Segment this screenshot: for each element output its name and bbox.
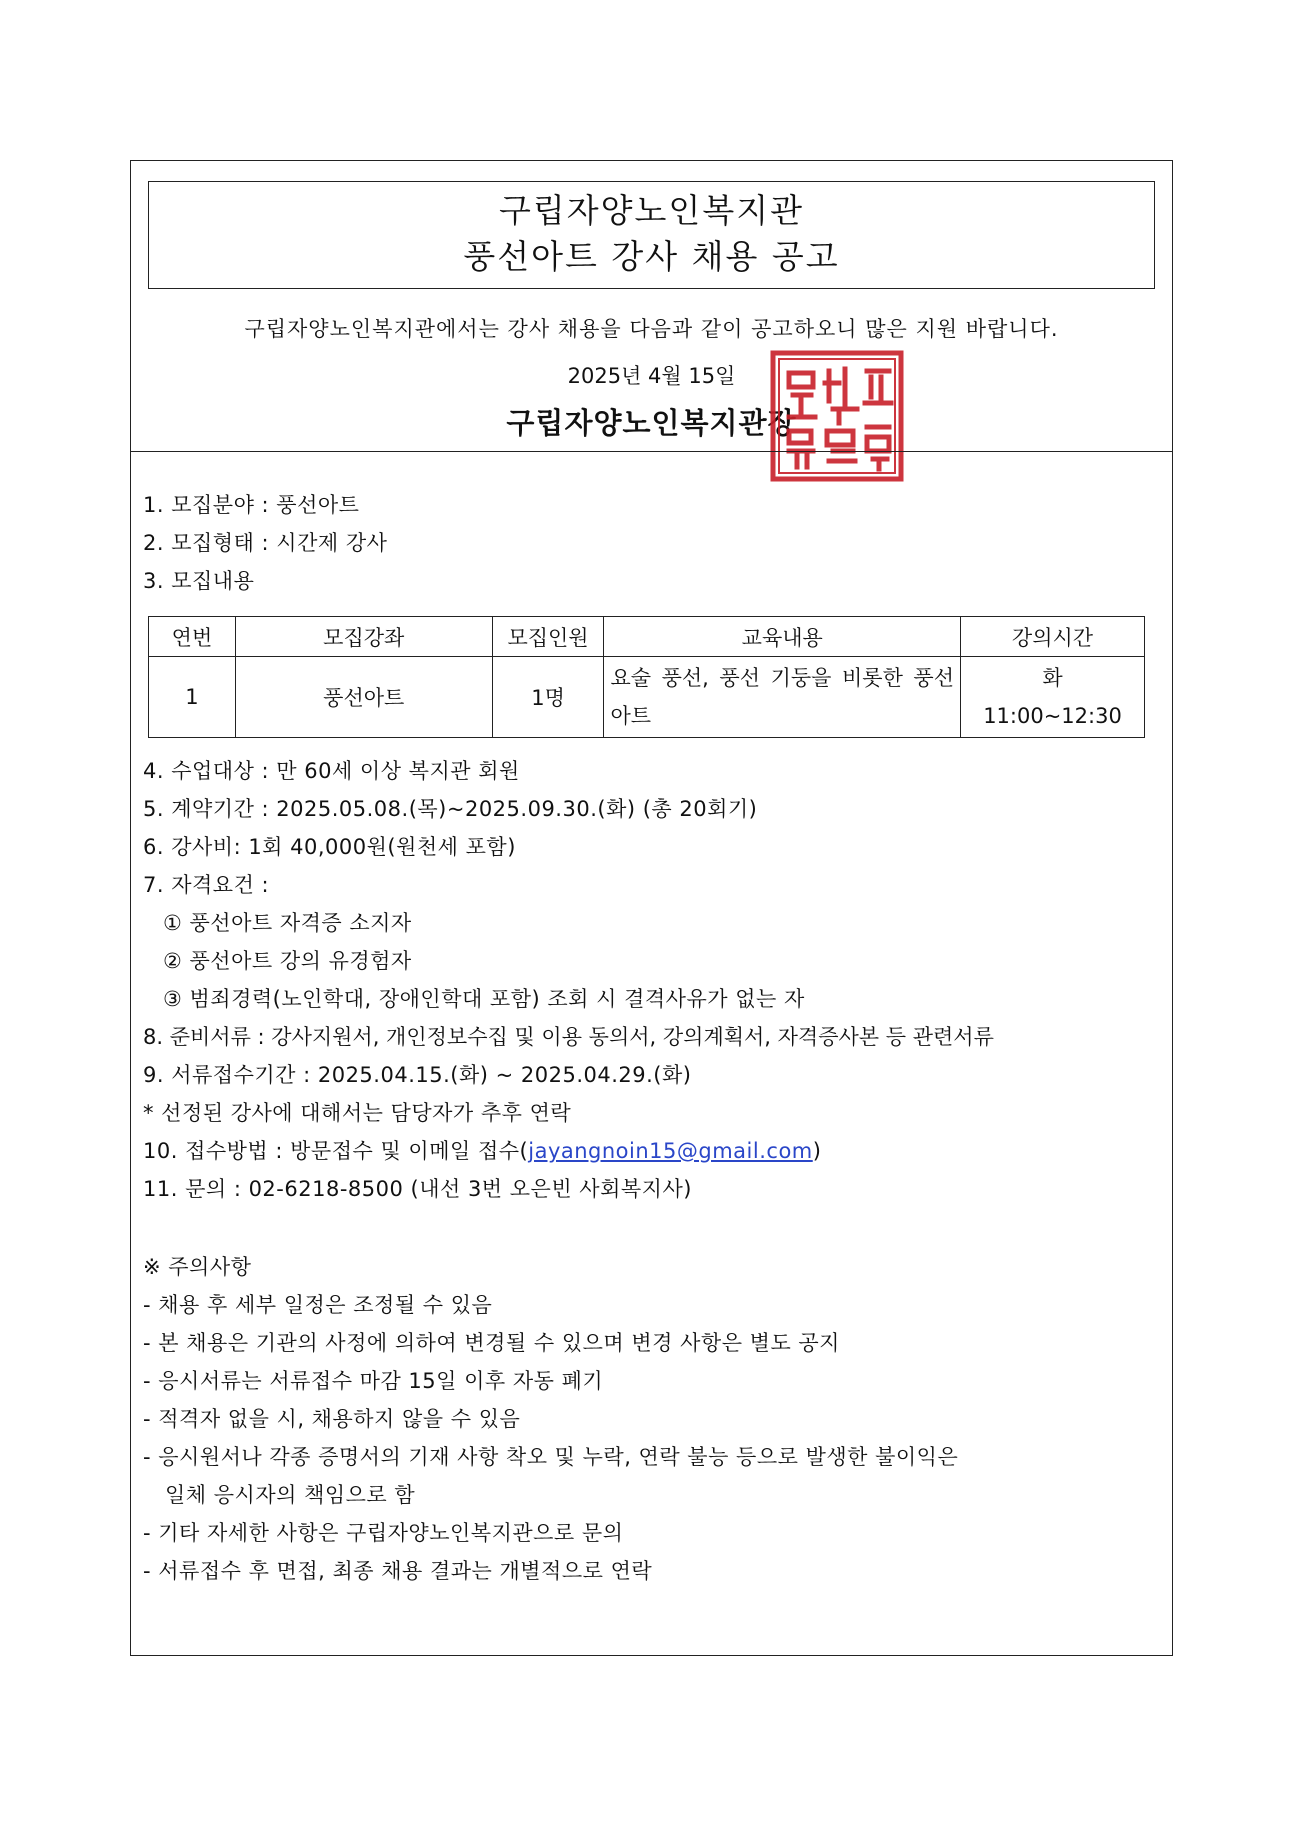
note-6: - 기타 자세한 사항은 구립자양노인복지관으로 문의 [143,1521,624,1545]
qualification-2: ② 풍선아트 강의 유경험자 [163,949,412,973]
notes-heading: ※ 주의사항 [143,1255,252,1279]
submission-method-close: ) [812,1139,822,1163]
item-qualifications: 7. 자격요건 : [143,873,270,897]
item-recruit-field: 1. 모집분야 : 풍선아트 [143,493,360,517]
note-1: - 채용 후 세부 일정은 조정될 수 있음 [143,1293,493,1317]
item-contract-period: 5. 계약기간 : 2025.05.08.(목)~2025.09.30.(화) (총 20회기) [143,797,758,821]
item-submission-method [143,1135,821,1165]
item-documents: 8. 준비서류 : 강사지원서, 개인정보수집 및 이용 동의서, 강의계획서, 자격증사본 등 관련서류 [143,1025,994,1049]
cell-time-day: 화 [1042,666,1063,690]
header-count: 모집인원 [492,617,604,657]
cell-time [961,657,1145,738]
recruit-table [148,616,1145,738]
note-4: - 적격자 없을 시, 채용하지 않을 수 있음 [143,1407,521,1431]
email-link[interactable]: jayangnoin15@gmail.com [528,1139,813,1163]
item-fee: 6. 강사비: 1회 40,000원(원천세 포함) [143,835,516,859]
page-subtitle: 풍선아트 강사 채용 공고 [463,237,840,276]
notice-date: 2025년 4월 15일 [567,364,736,388]
header-time: 강의시간 [961,617,1145,657]
header-no: 연번 [149,617,236,657]
qualification-3: ③ 범죄경력(노인학대, 장애인학대 포함) 조회 시 결격사유가 없는 자 [163,987,805,1011]
title-box [148,181,1155,289]
cell-no: 1 [149,657,236,738]
item-submission-period: 9. 서류접수기간 : 2025.04.15.(화) ~ 2025.04.29.(화) [143,1063,692,1087]
table-header-row [149,617,1145,657]
item-inquiry: 11. 문의 : 02-6218-8500 (내선 3번 오은빈 사회복지사) [143,1177,692,1201]
item-target: 4. 수업대상 : 만 60세 이상 복지관 회원 [143,759,520,783]
intro-text: 구립자양노인복지관에서는 강사 채용을 다음과 같이 공고하오니 많은 지원 바랍니다. [244,317,1059,341]
note-5-continued: 일체 응시자의 책임으로 함 [165,1483,416,1507]
cell-content: 요술 풍선, 풍선 기둥을 비롯한 풍선아트 [604,657,961,738]
selection-note: * 선정된 강사에 대해서는 담당자가 추후 연락 [143,1101,572,1125]
cell-time-hours: 11:00~12:30 [983,704,1122,728]
header-content: 교육내용 [604,617,961,657]
item-recruit-type: 2. 모집형태 : 시간제 강사 [143,531,388,555]
note-2: - 본 채용은 기관의 사정에 의하여 변경될 수 있으며 변경 사항은 별도 공지 [143,1331,840,1355]
qualification-1: ① 풍선아트 자격증 소지자 [163,911,412,935]
official-seal-icon [763,343,911,489]
item-recruit-content: 3. 모집내용 [143,569,255,593]
header-divider [131,451,1172,452]
cell-count: 1명 [492,657,604,738]
note-3: - 응시서류는 서류접수 마감 15일 이후 자동 폐기 [143,1369,604,1393]
notice-frame [130,160,1173,1656]
header-course: 모집강좌 [235,617,492,657]
note-5: - 응시원서나 각종 증명서의 기재 사항 착오 및 누락, 연락 불능 등으로 발생한 불이익은 [143,1445,959,1469]
cell-course: 풍선아트 [235,657,492,738]
note-7: - 서류접수 후 면접, 최종 채용 결과는 개별적으로 연락 [143,1559,653,1583]
page-title: 구립자양노인복지관 [499,191,804,230]
signer-name: 구립자양노인복지관장 [506,406,797,440]
table-row [149,657,1145,738]
submission-method-text: 10. 접수방법 : 방문접수 및 이메일 접수( [143,1139,529,1163]
